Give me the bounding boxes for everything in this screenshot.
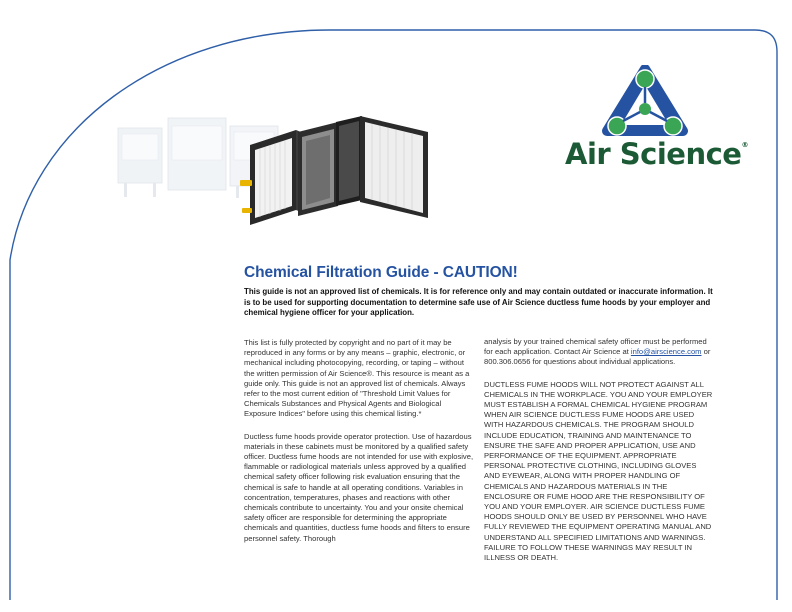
contact-email-link[interactable]: info@airscience.com [630, 347, 702, 357]
logo-brand-name: Air Science [565, 137, 742, 171]
body-column-left [244, 338, 474, 556]
contact-text-after: or 800.306.0656 for questions about individual applications. [484, 347, 711, 367]
document-title: Chemical Filtration Guide - CAUTION! [244, 264, 518, 281]
logo-wordmark [565, 137, 748, 171]
hepa-filter-back [360, 116, 428, 218]
product-photo [110, 110, 430, 230]
contact-paragraph [484, 337, 714, 368]
contact-text-before: analysis by your trained chemical safety officer must be performed for each application. Contact Air Science at [484, 337, 707, 357]
body-column-right [484, 337, 714, 575]
caution-lede: This guide is not an approved list of chemicals. It is for reference only and may contain outdated or inaccurate information. It is to be used for supporting documentation to determine safe use of Air Science ductless fume hoods by your employer and chemical hygiene officer for your application. [244, 287, 713, 318]
carbon-filter [298, 122, 338, 216]
logo-trademark: ® [741, 141, 748, 149]
operator-protection-paragraph: Ductless fume hoods provide operator protection. Use of hazardous materials in these cabinets must be monitored by a qualified safety officer. Ductless fume hoods are not intended for use with explosive, flammable or radiological materials unless approved by a qualified chemical safety officer following risk evaluation ensuring that the chemical is safe to handle at all operating conditions. Variables in concentration, temperatures, phases and reactions with other chemicals contribute to uncertainty. You and your onsite chemical safety officer are responsible for determining the appropriate chemicals and quantities, ductless fume hoods and filters to ensure personnel safety. Thorough [244, 431, 474, 543]
copyright-paragraph: This list is fully protected by copyright and no part of it may be reproduced in any forms or by any means – graphic, electronic, or mechanical including photocopying, recording, or taping – without the written permission of Air Science®. This resource is meant as a guide only. This guide is not an approved list of chemicals. Always refer to the most current edition of "Threshold Limit Values for Chemicals Substances and Physical Agents and Biological Exposure Indices" before using this chemical listing.* [244, 338, 470, 419]
molecule-logo-mark [565, 65, 725, 137]
air-science-logo [565, 65, 748, 175]
warning-paragraph: DUCTLESS FUME HOODS WILL NOT PROTECT AGAINST ALL CHEMICALS IN THE WORKPLACE. YOU AND YOUR EMPLOYER MUST ESTABLISH A FORMAL CHEMICAL HYGIENE PROGRAM WHEN AIR SCIENCE DUCTLESS FUME HOODS ARE USED WITH HAZARDOUS CHEMICALS. THE PROGRAM SHOULD INCLUDE EDUCATION, TRAINING AND MAINTENANCE TO ENSURE THE SAFE AND PROPER APPLICATION, USE AND PERFORMANCE OF THE EQUIPMENT. APPROPRIATE PERSONAL PROTECTIVE CLOTHING, INCLUDING GLOVES AND EYEWEAR, ALONG WITH PROPER HANDLING OF CHEMICALS AND HAZARDOUS MATERIALS IN THE ENCLOSURE OR FUME HOOD ARE THE RESPONSIBILITY OF YOU AND YOUR EMPLOYER. AIR SCIENCE DUCTLESS FUME HOODS SHOULD ONLY BE USED BY PERSONNEL WHO HAVE FULLY REVIEWED THE EQUIPMENT OPERATING MANUAL AND UNDERSTAND ALL SPECIFIED LIMITATIONS AND WARNINGS. FAILURE TO FOLLOW THESE WARNINGS MAY RESULT IN ILLNESS OR DEATH. [484, 379, 713, 563]
carbon-filter-dark [336, 116, 362, 206]
